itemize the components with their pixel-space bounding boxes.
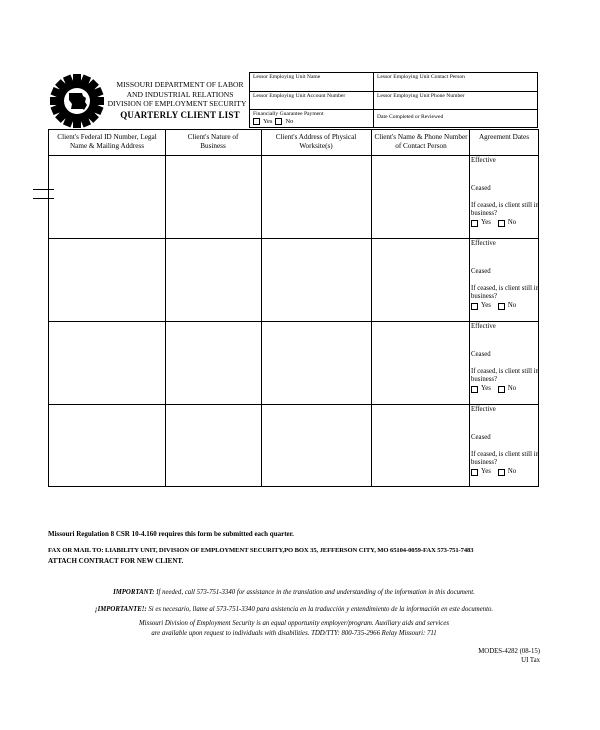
form-title: QUARTERLY CLIENT LIST [120, 110, 240, 120]
effective-label: Effective [471, 240, 496, 247]
importante-label: ¡IMPORTANTE!: [94, 606, 147, 613]
agency-line-1: MISSOURI DEPARTMENT OF LABOR [116, 80, 244, 89]
important-text: If needed, call 573-751-3340 for assistance in the translation and understanding of the information in this document. [156, 589, 475, 596]
important-english [48, 589, 540, 596]
guarantee-options [253, 118, 293, 125]
ceased-label: Ceased [471, 268, 491, 275]
no-label: No [507, 468, 517, 475]
still-in-business-question: If ceased, is client still in business? [471, 202, 539, 217]
agency-header [100, 80, 260, 109]
column-header: Client's Address of Physical Worksite(s) [275, 133, 357, 150]
yes-label: Yes [481, 219, 491, 226]
ceased-label: Ceased [471, 434, 491, 441]
yes-label: Yes [481, 385, 491, 392]
agency-line-3: DIVISION OF EMPLOYMENT SECURITY [107, 99, 247, 108]
fold-mark [33, 198, 54, 199]
no-label: No [507, 302, 517, 309]
equal-opportunity-line-1: Missouri Division of Employment Security is an equal opportunity employer/program. Auxiliary aids and services [139, 620, 449, 627]
guarantee-no-label: No [285, 118, 294, 125]
effective-label: Effective [471, 157, 496, 164]
attach-contract-note: ATTACH CONTRACT FOR NEW CLIENT. [48, 557, 184, 565]
effective-label: Effective [471, 323, 496, 330]
still-in-business-yes-checkbox[interactable] [471, 386, 478, 393]
still-in-business-options [471, 468, 516, 476]
equal-opportunity-line-2: are available upon request to individuals with disabilities. TDD/TTY: 800-735-2966 Relay Missouri: 711 [151, 630, 437, 637]
still-in-business-question: If ceased, is client still in business? [471, 451, 539, 466]
lessor-unit-name-field[interactable]: Lessor Employing Unit Name [253, 74, 321, 80]
still-in-business-question: If ceased, is client still in business? [471, 285, 539, 300]
guarantee-yes-label: Yes [263, 118, 273, 125]
lessor-info-box [249, 72, 538, 128]
guarantee-no-checkbox[interactable] [275, 118, 282, 125]
importante-text: Si es necesario, llame al 573-751-3340 para asistencia en la traducción y entendimiento de la información en este documento. [148, 606, 494, 613]
column-header: Client's Name & Phone Number of Contact Person [374, 133, 468, 150]
agency-line-2: AND INDUSTRIAL RELATIONS [126, 89, 234, 99]
financially-guarantee-label: Financially Guarantee Payment [253, 111, 324, 117]
regulation-note: Missouri Regulation 8 CSR 10-4.160 requires this form be submitted each quarter. [48, 530, 294, 538]
lessor-contact-person-field[interactable]: Lessor Employing Unit Contact Person [377, 74, 465, 80]
still-in-business-options [471, 385, 516, 393]
still-in-business-yes-checkbox[interactable] [471, 469, 478, 476]
column-header: Client's Federal ID Number, Legal Name & Mailing Address [57, 133, 157, 150]
still-in-business-yes-checkbox[interactable] [471, 220, 478, 227]
ceased-label: Ceased [471, 351, 491, 358]
lessor-account-number-field[interactable]: Lessor Employing Unit Account Number [253, 93, 346, 99]
effective-label: Effective [471, 406, 496, 413]
column-header: Client's Nature of Business [187, 133, 239, 150]
form-type: UI Tax [521, 657, 540, 664]
guarantee-yes-checkbox[interactable] [253, 118, 260, 125]
still-in-business-question: If ceased, is client still in business? [471, 368, 539, 383]
no-label: No [507, 385, 517, 392]
column-header: Agreement Dates [478, 133, 530, 141]
still-in-business-options [471, 302, 516, 310]
still-in-business-yes-checkbox[interactable] [471, 303, 478, 310]
important-spanish [48, 606, 540, 613]
form-number: MODES-4282 (08-15) [478, 648, 540, 655]
still-in-business-no-checkbox[interactable] [498, 303, 505, 310]
yes-label: Yes [481, 302, 491, 309]
still-in-business-no-checkbox[interactable] [498, 386, 505, 393]
client-table [48, 129, 539, 487]
no-label: No [507, 219, 517, 226]
fold-mark [33, 189, 54, 190]
still-in-business-no-checkbox[interactable] [498, 220, 505, 227]
yes-label: Yes [481, 468, 491, 475]
still-in-business-no-checkbox[interactable] [498, 469, 505, 476]
lessor-phone-number-field[interactable]: Lessor Employing Unit Phone Number [377, 93, 465, 99]
ceased-label: Ceased [471, 185, 491, 192]
still-in-business-options [471, 219, 516, 227]
fax-mail-instructions: FAX OR MAIL TO: LIABILITY UNIT, DIVISION OF EMPLOYMENT SECURITY,PO BOX 35, JEFFERSON CITY, MO 65104-0059-FAX 573-751-7483 [48, 547, 474, 554]
date-completed-field[interactable]: Date Completed or Reviewed [377, 114, 444, 120]
important-label: IMPORTANT: [113, 589, 155, 596]
